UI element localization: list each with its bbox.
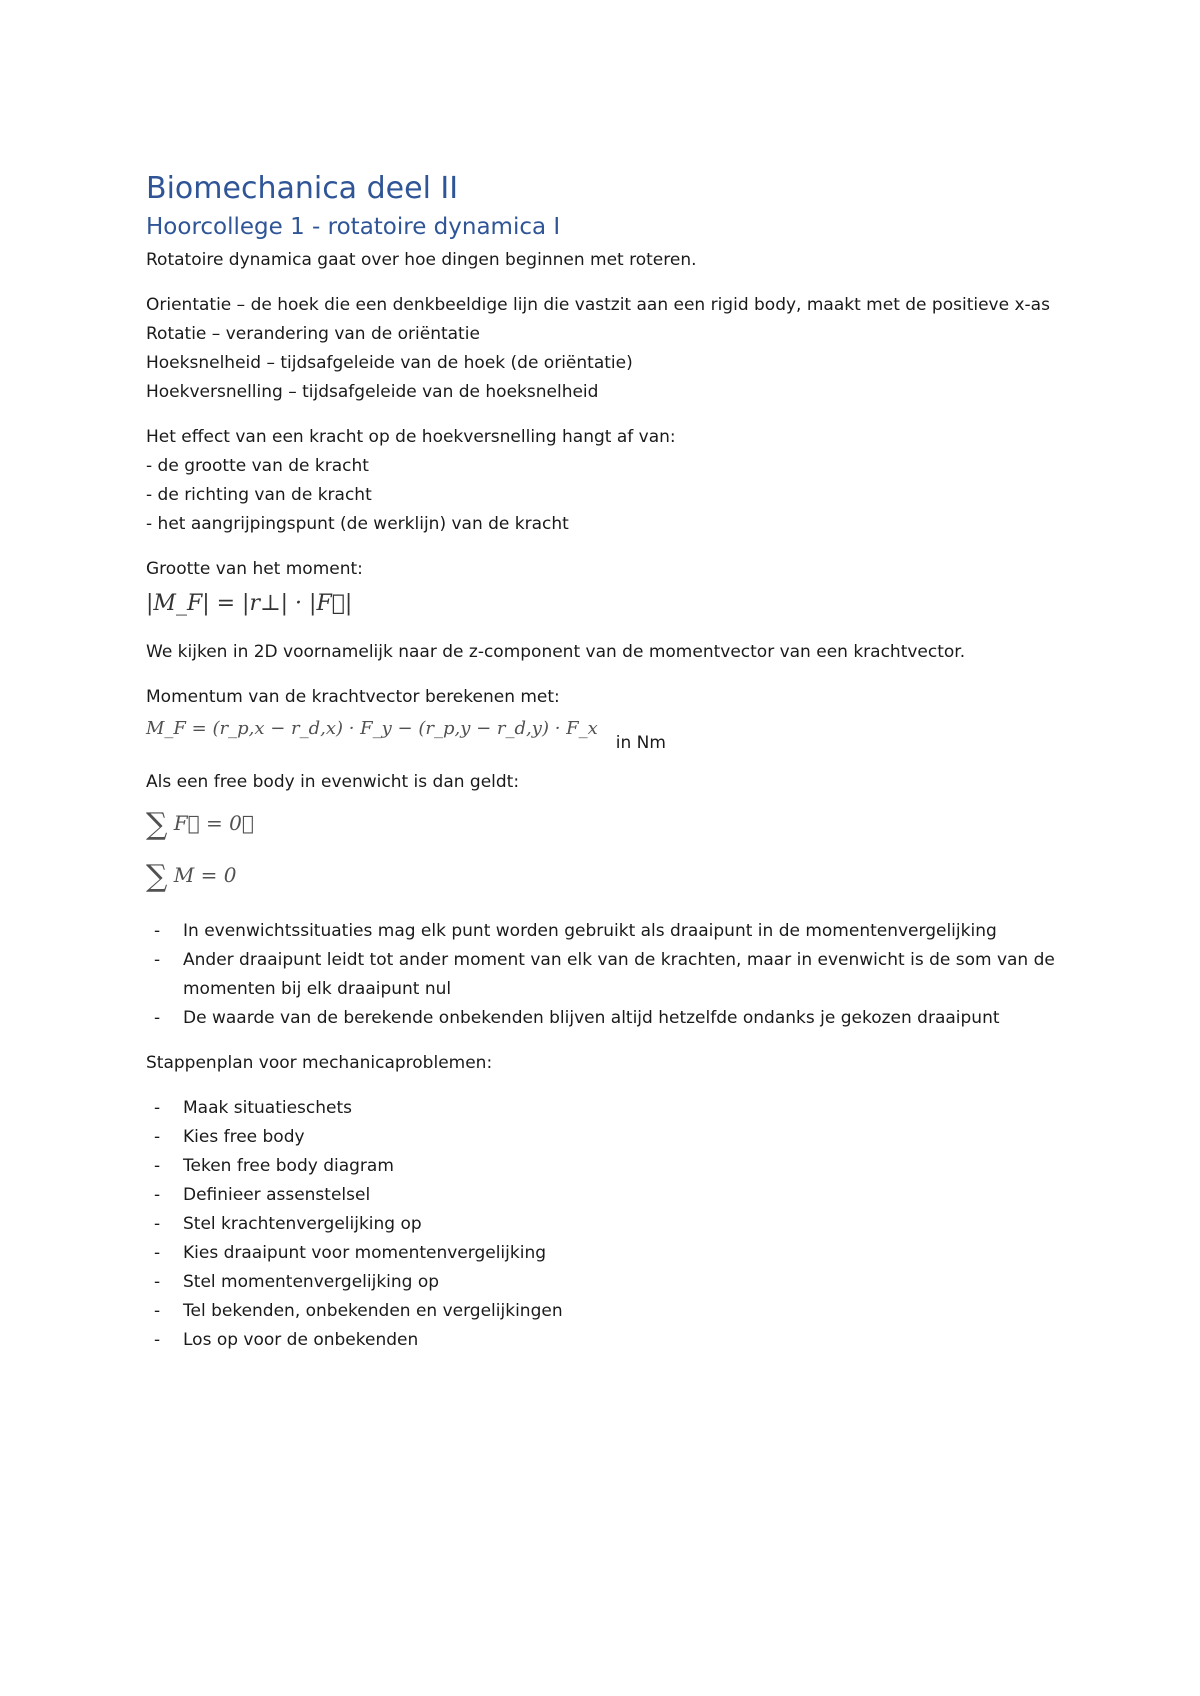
section-heading: Hoorcollege 1 - rotatoire dynamica I <box>146 214 561 240</box>
list-item: - Maak situatieschets <box>146 1094 1066 1123</box>
list-item: - Definieer assenstelsel <box>146 1181 1066 1210</box>
unit-label: in Nm <box>615 733 666 753</box>
equilibrium-heading: Als een free body in evenwicht is dan geldt: <box>146 772 520 792</box>
list-item: - Stel momentenvergelijking op <box>146 1268 1066 1297</box>
effect-heading: Het effect van een kracht op de hoekversnelling hangt af van: <box>146 427 676 447</box>
zcomponent-paragraph: We kijken in 2D voornamelijk naar de z-component van de momentvector van een krachtvector. <box>146 642 966 662</box>
steps-list <box>146 1094 1066 1355</box>
momentum-formula-row <box>146 712 1066 752</box>
definition-orientatie: Orientatie – de hoek die een denkbeeldige lijn die vastzit aan een rigid body, maakt met de positieve x-as <box>146 295 1050 315</box>
sum-moments-expression: M = 0 <box>173 863 237 887</box>
effect-item: - het aangrijpingspunt (de werklijn) van de kracht <box>146 514 569 534</box>
list-item: - Tel bekenden, onbekenden en vergelijkingen <box>146 1297 1066 1326</box>
momentum-formula: M_F = (r_p,x − r_d,x) · F_y − (r_p,y − r_d,y) · F_x <box>146 718 598 739</box>
definition-rotatie: Rotatie – verandering van de oriëntatie <box>146 324 480 344</box>
list-item: - Ander draaipunt leidt tot ander moment van elk van de krachten, maar in evenwicht is de som van de momenten bij elk draaipunt nul <box>146 946 1066 1004</box>
moment-heading: Grootte van het moment: <box>146 559 363 579</box>
sum-moments-formula <box>146 849 1066 901</box>
steps-heading: Stappenplan voor mechanicaproblemen: <box>146 1053 493 1073</box>
definition-hoeksnelheid: Hoeksnelheid – tijdsafgeleide van de hoek (de oriëntatie) <box>146 353 633 373</box>
list-item: - Kies draaipunt voor momentenvergelijking <box>146 1239 1066 1268</box>
intro-paragraph: Rotatoire dynamica gaat over hoe dingen beginnen met roteren. <box>146 250 697 270</box>
document-title: Biomechanica deel II <box>146 171 459 206</box>
list-item: - De waarde van de berekende onbekenden blijven altijd hetzelfde ondanks je gekozen draaipunt <box>146 1004 1066 1033</box>
list-item: - Stel krachtenvergelijking op <box>146 1210 1066 1239</box>
list-item: - In evenwichtssituaties mag elk punt worden gebruikt als draaipunt in de momentenvergelijking <box>146 917 1066 946</box>
moment-magnitude-formula: |M_F| = |r⊥| · |F⃗| <box>146 591 353 616</box>
definition-hoekversnelling: Hoekversnelling – tijdsafgeleide van de hoeksnelheid <box>146 382 599 402</box>
list-item: - Kies free body <box>146 1123 1066 1152</box>
list-item: - Teken free body diagram <box>146 1152 1066 1181</box>
effect-item: - de grootte van de kracht <box>146 456 369 476</box>
sigma-symbol: ∑ <box>146 859 168 894</box>
document-page <box>146 170 1066 1355</box>
effect-item: - de richting van de kracht <box>146 485 372 505</box>
sum-forces-expression: F⃗ = 0⃗ <box>173 811 254 835</box>
list-item: - Los op voor de onbekenden <box>146 1326 1066 1355</box>
equilibrium-notes-list <box>146 917 1066 1033</box>
sigma-symbol: ∑ <box>146 807 168 842</box>
sum-forces-formula <box>146 797 1066 849</box>
momentum-heading: Momentum van de krachtvector berekenen met: <box>146 687 560 707</box>
